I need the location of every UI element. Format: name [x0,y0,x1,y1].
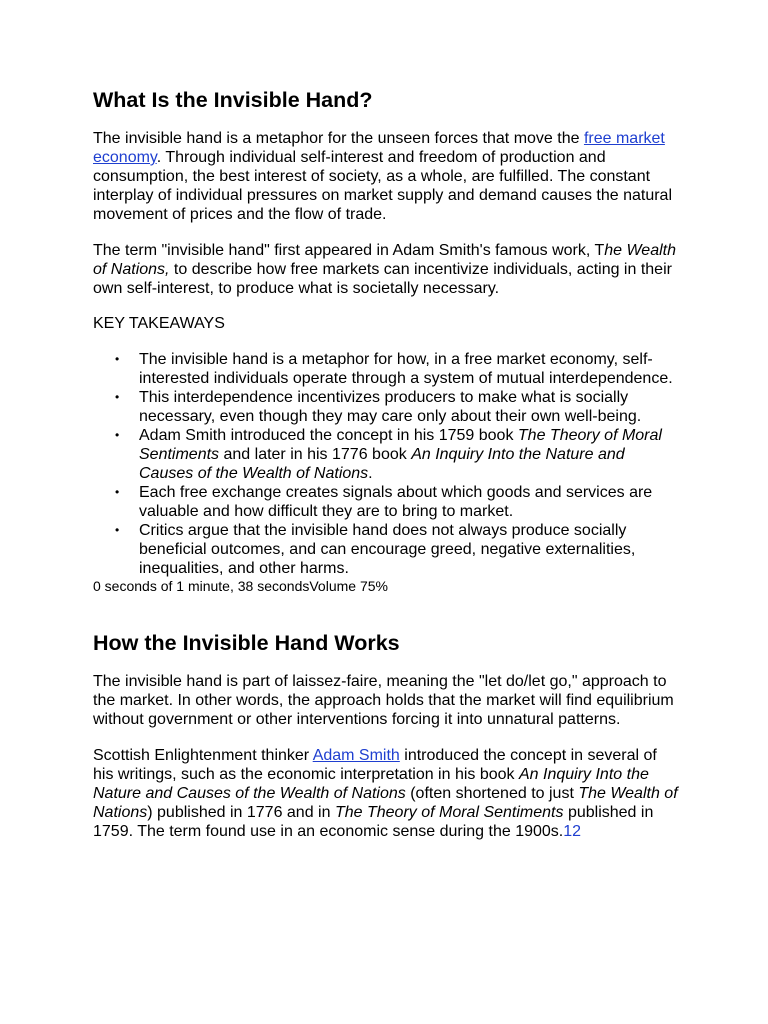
term-origin-text-end: to describe how free markets can incentivize individuals, acting in their own self-interest, to produce what is societally necessary. [93,261,672,297]
intro-paragraph [93,129,678,224]
book-title: The Theory of Moral Sentiments [334,804,564,821]
paragraph-text: Scottish Enlightenment thinker [93,747,313,764]
takeaway-text: and later in his 1776 book [219,446,412,463]
list-item [115,388,678,426]
term-origin-text-start: The term "invisible hand" first appeared in Adam Smith's famous work, T [93,242,605,259]
list-item [115,350,678,388]
footnote-link[interactable]: 12 [563,823,582,840]
takeaway-text: This interdependence incentivizes producers to make what is socially necessary, even though they may care only about their own well-being. [139,389,642,425]
laissez-faire-paragraph: The invisible hand is part of laissez-faire, meaning the "let do/let go," approach to the market. In other words, the approach holds that the market will find equilibrium without government or other interventions forcing it into unnatural patterns. [93,673,674,728]
takeaway-text: The invisible hand is a metaphor for how, in a free market economy, self-interested individuals operate through a system of mutual interdependence. [139,351,673,387]
book-title: An Inquiry Into the Nature and Causes of the Wealth of Nations [139,446,625,482]
bullet-icon: • [115,428,120,442]
adam-smith-paragraph [93,746,678,841]
paragraph-text: (often shortened to just [405,785,579,802]
list-item [115,483,678,521]
paragraph-text: introduced the concept in several of his writings, such as the economic interpretation in his book [93,747,657,783]
key-takeaways-label: KEY TAKEAWAYS [93,315,225,332]
video-player-status: 0 seconds of 1 minute, 38 secondsVolume 75% [93,578,388,594]
book-title: The Theory of Moral Sentiments [139,427,662,463]
bullet-icon: • [115,352,120,366]
takeaway-text: Critics argue that the invisible hand does not always produce socially beneficial outcomes, and can encourage greed, negative externalities, inequalities, and other harms. [139,522,636,577]
section-heading-how-it-works: How the Invisible Hand Works [93,631,400,655]
section-heading-what-is: What Is the Invisible Hand? [93,88,373,112]
list-item [115,426,678,483]
paragraph-text: ) published in 1776 and in [147,804,335,821]
takeaway-text: Each free exchange creates signals about which goods and services are valuable and how difficult they are to bring to market. [139,484,653,520]
bullet-icon: • [115,523,120,537]
free-market-economy-link[interactable]: free market economy [93,130,665,166]
intro-text-start: The invisible hand is a metaphor for the unseen forces that move the [93,130,584,147]
book-title: An Inquiry Into the Nature and Causes of the Wealth of Nations [93,766,649,802]
bullet-icon: • [115,485,120,499]
paragraph-text: published in 1759. The term found use in an economic sense during the 1900s. [93,804,654,840]
bullet-icon: • [115,390,120,404]
takeaways-list [93,350,678,578]
term-origin-paragraph [93,241,678,298]
wealth-of-nations-title: he Wealth of Nations, [93,242,676,278]
list-item [115,521,678,578]
book-title: The Wealth of Nations [93,785,678,821]
adam-smith-link[interactable]: Adam Smith [312,747,400,764]
article-body [93,86,678,841]
takeaway-text: . [368,465,373,482]
takeaway-text: Adam Smith introduced the concept in his 1759 book [139,427,518,444]
intro-text-end: . Through individual self-interest and freedom of production and consumption, the best interest of society, as a whole, are fulfilled. The constant interplay of individual pressures on market supply and demand causes the natural movement of prices and the flow of trade. [93,149,672,223]
